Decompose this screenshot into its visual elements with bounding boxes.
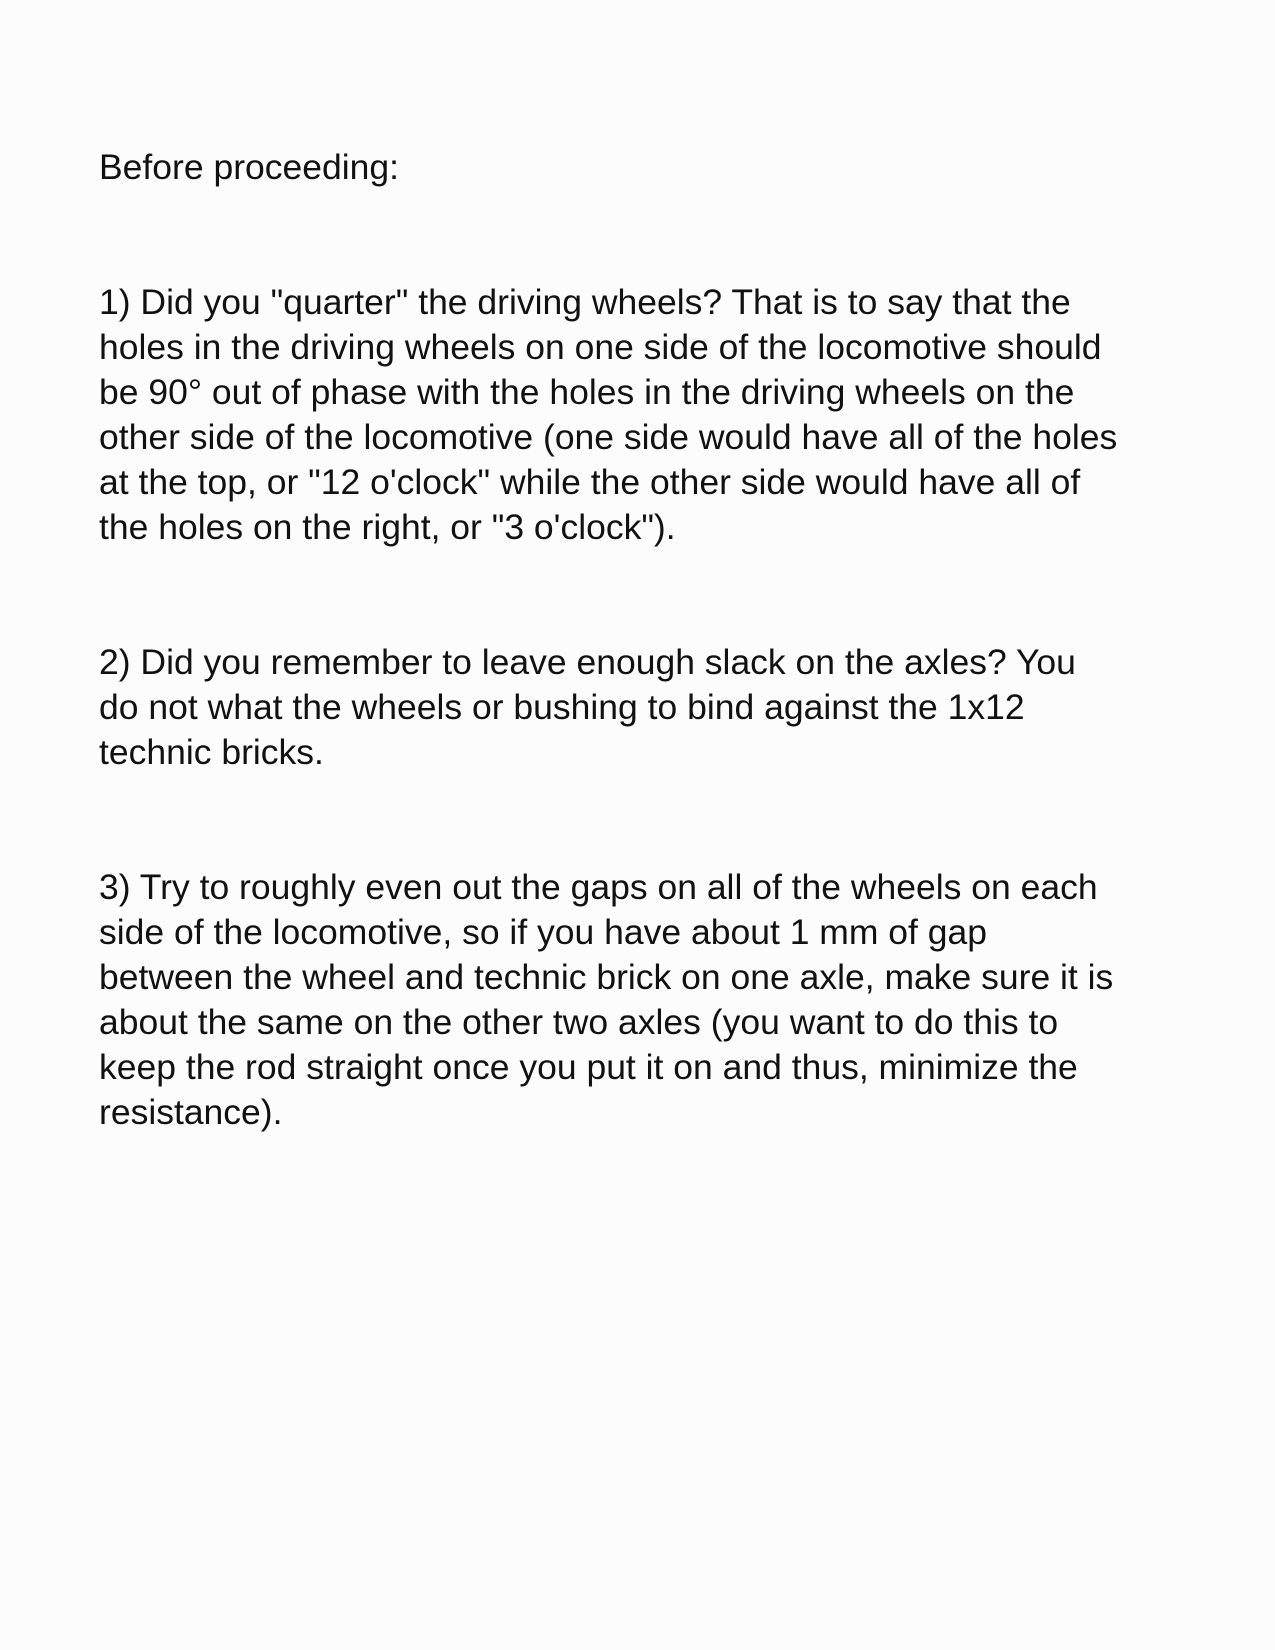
instruction-item-2: 2) Did you remember to leave enough slack on the axles? You do not what the wheels or bushing to bind against the 1x12 technic bricks.: [99, 642, 1076, 772]
instruction-text-block: [99, 100, 1219, 1225]
instruction-item-1: 1) Did you "quarter" the driving wheels? That is to say that the holes in the driving wheels on one side of the locomotive should be 90° out of phase with the holes in the driving wheels on the other side of the locomotive (one side would have all of the holes at the top, or "12 o'clock" while the other side would have all of the holes on the right, or "3 o'clock").: [99, 282, 1118, 547]
instruction-item-3: 3) Try to roughly even out the gaps on all of the wheels on each side of the locomotive, so if you have about 1 mm of gap between the wheel and technic brick on one axle, make sure it is about the same on the other two axles (you want to do this to keep the rod straight once you put it on and thus, minimize the resistance).: [99, 867, 1114, 1132]
section-heading: Before proceeding:: [99, 147, 399, 187]
